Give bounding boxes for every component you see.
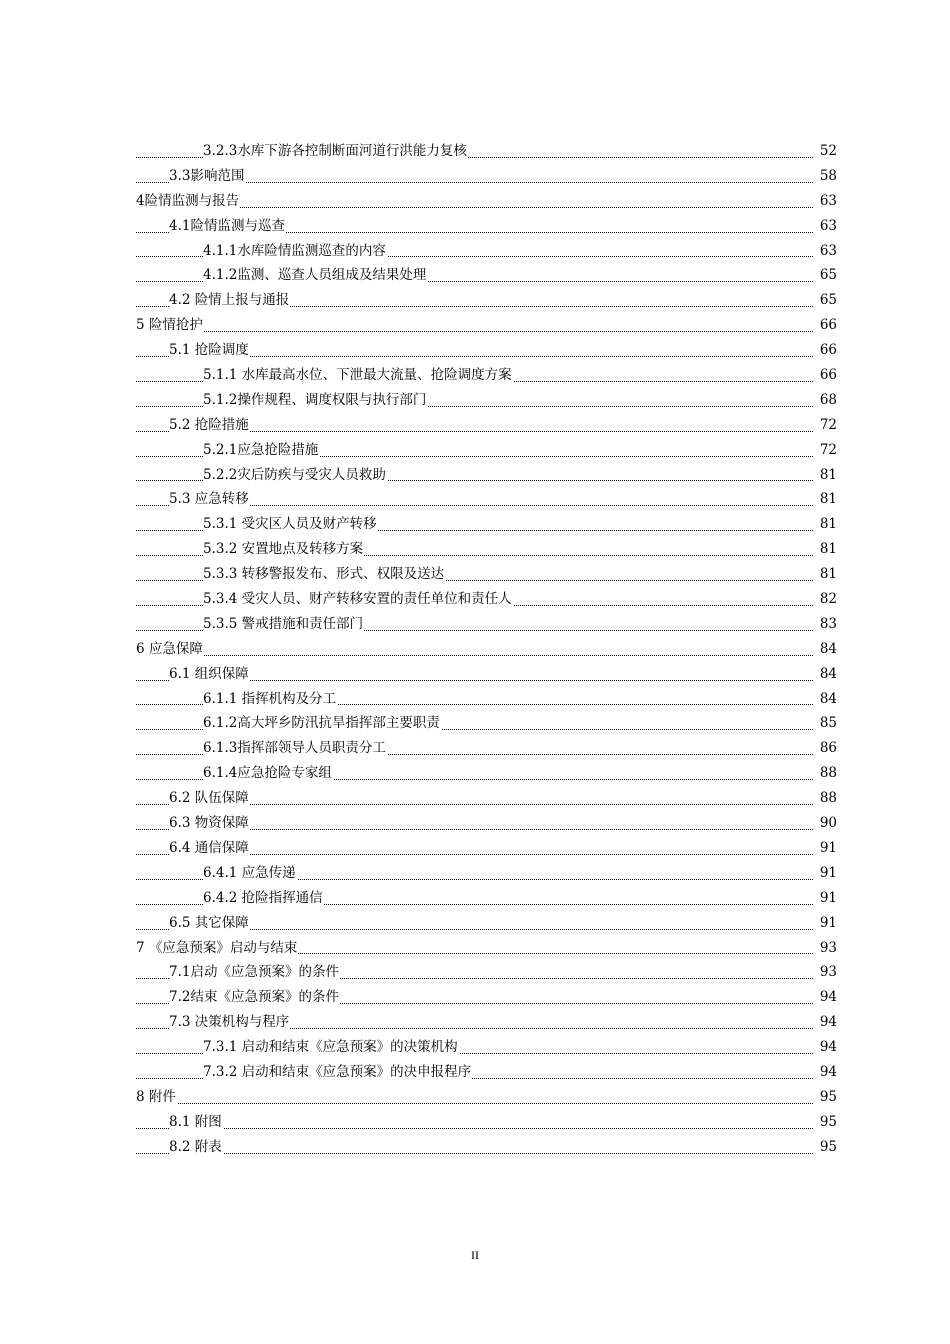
toc-entry-title: 5.2 抢险措施 [169,413,250,438]
toc-entry-page: 72 [819,438,837,463]
toc-entry[interactable] [136,263,837,288]
toc-entry[interactable] [136,736,837,761]
toc-dot-leader [136,331,813,332]
toc-entry-title: 7.3 决策机构与程序 [169,1010,290,1035]
toc-entry[interactable] [136,363,837,388]
toc-entry[interactable] [136,338,837,363]
toc-entry-title: 7.3.1 启动和结束《应急预案》的决策机构 [203,1035,459,1060]
toc-entry-title: 4.2 险情上报与通报 [169,288,290,313]
toc-entry-page: 52 [819,139,837,164]
toc-entry-title: 5.1.2操作规程、调度权限与执行部门 [203,388,427,413]
toc-entry-page: 88 [819,786,837,811]
toc-entry-page: 66 [819,313,837,338]
toc-entry-page: 84 [819,637,837,662]
toc-entry-title: 8.2 附表 [169,1135,223,1160]
toc-entry[interactable] [136,413,837,438]
toc-entry-page: 95 [819,1110,837,1135]
toc-entry[interactable] [136,836,837,861]
toc-entry-page: 81 [819,463,837,488]
toc-entry[interactable] [136,288,837,313]
toc-entry-page: 88 [819,761,837,786]
toc-entry[interactable] [136,711,837,736]
toc-entry-title: 7.2结束《应急预案》的条件 [169,985,340,1010]
toc-entry[interactable] [136,861,837,886]
toc-entry[interactable] [136,487,837,512]
toc-entry[interactable] [136,960,837,985]
toc-entry-page: 84 [819,662,837,687]
toc-entry[interactable] [136,139,837,164]
toc-entry-page: 81 [819,562,837,587]
toc-entry-page: 81 [819,487,837,512]
page-number-footer: II [471,1248,479,1262]
toc-entry-page: 91 [819,911,837,936]
toc-entry-page: 58 [819,164,837,189]
toc-entry-title: 5.3.1 受灾区人员及财产转移 [203,512,378,537]
toc-entry[interactable] [136,1135,837,1160]
toc-entry[interactable] [136,587,837,612]
toc-entry[interactable] [136,786,837,811]
toc-entry[interactable] [136,662,837,687]
toc-entry-page: 93 [819,960,837,985]
toc-entry-title: 6.4.2 抢险指挥通信 [203,886,324,911]
toc-entry-title: 5.1.1 水库最高水位、下泄最大流量、抢险调度方案 [203,363,513,388]
toc-entry[interactable] [136,313,837,338]
toc-dot-leader [136,1128,813,1129]
toc-dot-leader [136,1153,813,1154]
toc-entry[interactable] [136,761,837,786]
toc-entry-page: 63 [819,214,837,239]
toc-entry-title: 8.1 附图 [169,1110,223,1135]
toc-entry-title: 6.2 队伍保障 [169,786,250,811]
toc-entry[interactable] [136,911,837,936]
toc-entry-title: 7.1启动《应急预案》的条件 [169,960,340,985]
toc-entry-title: 6.5 其它保障 [169,911,250,936]
toc-entry-page: 65 [819,263,837,288]
toc-entry-title: 5.3.5 警戒措施和责任部门 [203,612,364,637]
toc-entry-title: 6.1.1 指挥机构及分工 [203,687,337,712]
toc-entry-title: 4险情监测与报告 [136,189,240,214]
toc-entry-page: 94 [819,1010,837,1035]
toc-entry-page: 81 [819,537,837,562]
toc-entry-page: 81 [819,512,837,537]
toc-entry-page: 93 [819,936,837,961]
toc-entry-page: 66 [819,363,837,388]
toc-entry[interactable] [136,1060,837,1085]
toc-entry-title: 4.1险情监测与巡查 [169,214,286,239]
toc-entry-title: 5.3.4 受灾人员、财产转移安置的责任单位和责任人 [203,587,513,612]
toc-entry[interactable] [136,463,837,488]
toc-entry-page: 95 [819,1135,837,1160]
toc-entry[interactable] [136,388,837,413]
toc-entry[interactable] [136,687,837,712]
toc-entry-page: 65 [819,288,837,313]
toc-dot-leader [136,1103,813,1104]
toc-dot-leader [136,655,813,656]
toc-entry-title: 5.3 应急转移 [169,487,250,512]
toc-entry[interactable] [136,438,837,463]
toc-entry-title: 5.2.1应急抢险措施 [203,438,319,463]
toc-entry-title: 6.3 物资保障 [169,811,250,836]
table-of-contents [136,139,837,1160]
toc-entry[interactable] [136,811,837,836]
toc-entry-title: 6.1.2高大坪乡防汛抗旱指挥部主要职责 [203,711,441,736]
toc-entry-page: 90 [819,811,837,836]
toc-entry-title: 6.4 通信保障 [169,836,250,861]
toc-entry-page: 94 [819,1035,837,1060]
toc-entry[interactable] [136,537,837,562]
toc-entry[interactable] [136,239,837,264]
toc-entry-title: 4.1.1水库险情监测巡查的内容 [203,239,387,264]
toc-entry[interactable] [136,612,837,637]
toc-entry-page: 94 [819,985,837,1010]
toc-entry-page: 94 [819,1060,837,1085]
toc-entry-title: 8 附件 [136,1085,177,1110]
toc-entry[interactable] [136,562,837,587]
toc-entry-page: 66 [819,338,837,363]
toc-entry-page: 84 [819,687,837,712]
toc-entry[interactable] [136,1085,837,1110]
toc-entry-title: 6.1.4应急抢险专家组 [203,761,333,786]
toc-entry-page: 85 [819,711,837,736]
toc-entry-page: 68 [819,388,837,413]
toc-entry-page: 63 [819,189,837,214]
toc-entry-title: 3.3影响范围 [169,164,245,189]
toc-entry-title: 7 《应急预案》启动与结束 [136,936,298,961]
toc-entry-title: 6.1.3指挥部领导人员职责分工 [203,736,387,761]
toc-entry[interactable] [136,189,837,214]
toc-entry[interactable] [136,512,837,537]
toc-entry-title: 3.2.3水库下游各控制断面河道行洪能力复核 [203,139,468,164]
toc-entry[interactable] [136,637,837,662]
toc-entry-page: 63 [819,239,837,264]
toc-entry[interactable] [136,1010,837,1035]
toc-entry[interactable] [136,936,837,961]
toc-entry-title: 6.4.1 应急传递 [203,861,297,886]
toc-entry-title: 5.3.2 安置地点及转移方案 [203,537,364,562]
toc-entry-title: 6 应急保障 [136,637,204,662]
toc-entry-page: 83 [819,612,837,637]
toc-entry-page: 82 [819,587,837,612]
toc-entry-title: 5.1 抢险调度 [169,338,250,363]
toc-entry[interactable] [136,1035,837,1060]
toc-entry-page: 72 [819,413,837,438]
toc-entry-page: 86 [819,736,837,761]
toc-entry-title: 5 险情抢护 [136,313,204,338]
toc-entry-page: 91 [819,861,837,886]
toc-entry-title: 7.3.2 启动和结束《应急预案》的决申报程序 [203,1060,472,1085]
toc-entry-title: 5.2.2灾后防疾与受灾人员救助 [203,463,387,488]
toc-entry-page: 95 [819,1085,837,1110]
toc-entry[interactable] [136,886,837,911]
toc-entry-page: 91 [819,836,837,861]
toc-entry-page: 91 [819,886,837,911]
toc-entry[interactable] [136,214,837,239]
toc-entry[interactable] [136,164,837,189]
toc-entry-title: 5.3.3 转移警报发布、形式、权限及送达 [203,562,445,587]
toc-entry-title: 4.1.2监测、巡查人员组成及结果处理 [203,263,427,288]
toc-entry-title: 6.1 组织保障 [169,662,250,687]
toc-entry[interactable] [136,985,837,1010]
toc-entry[interactable] [136,1110,837,1135]
